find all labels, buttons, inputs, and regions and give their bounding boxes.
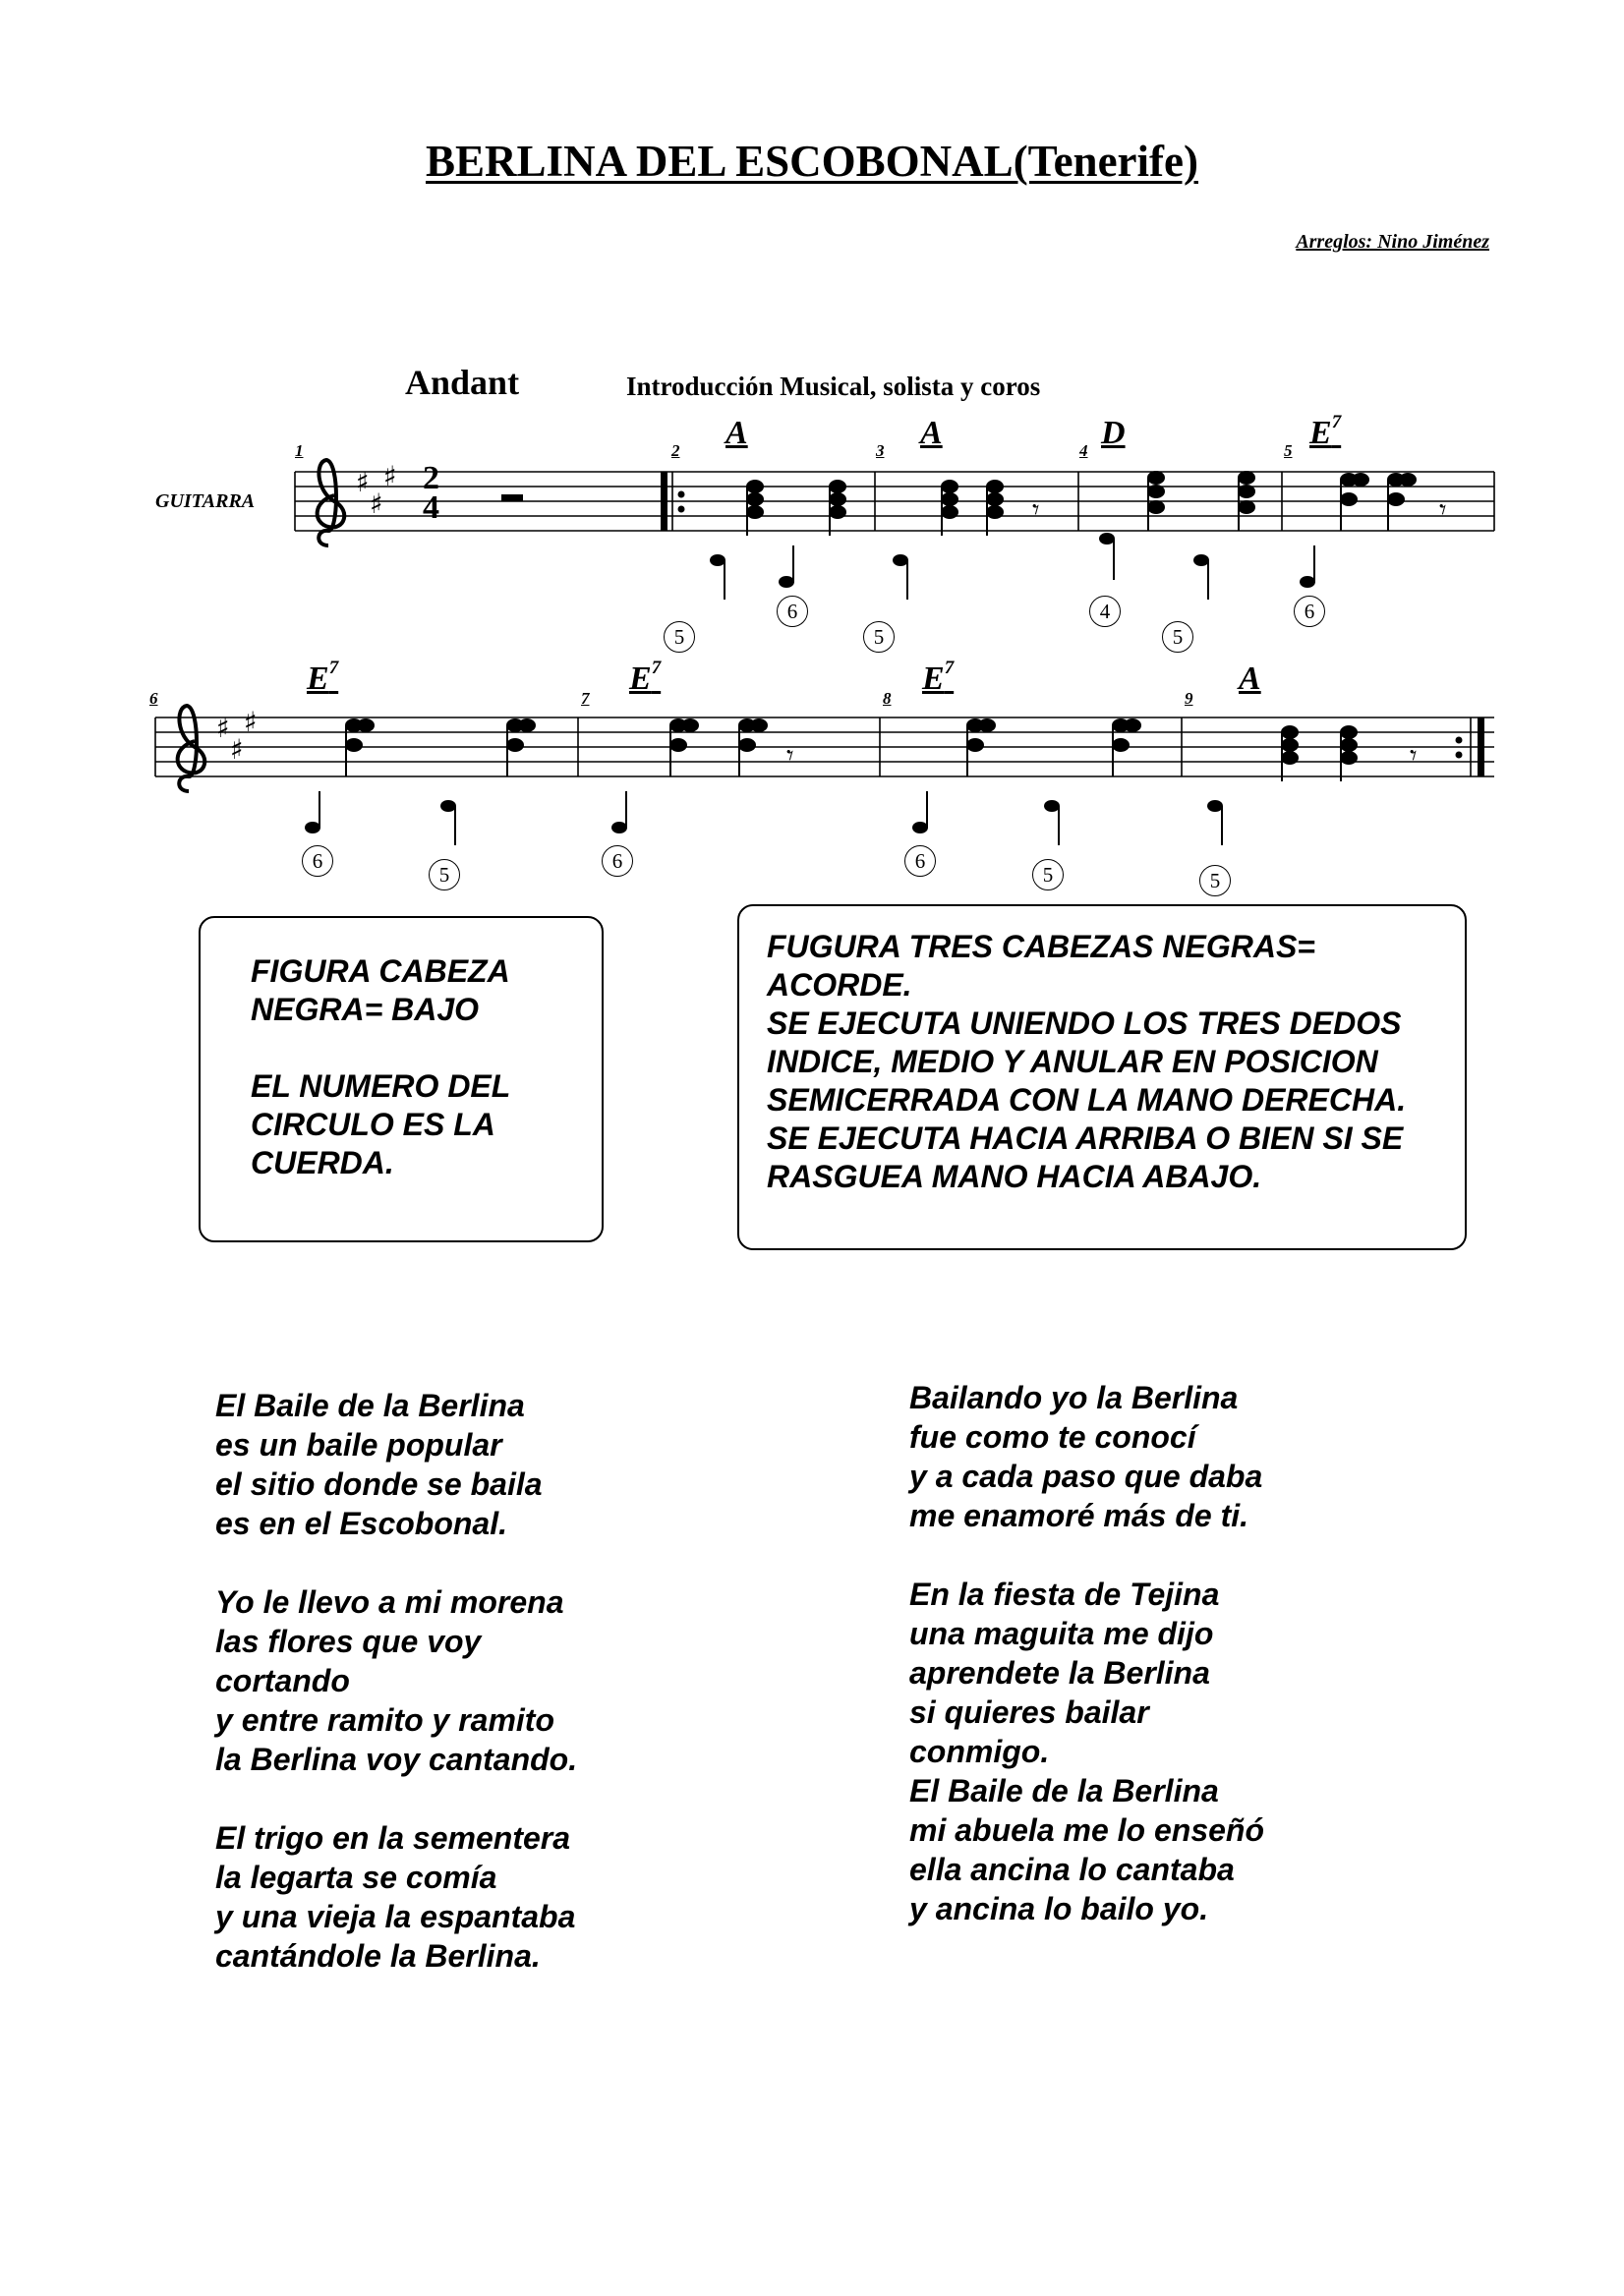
- string-number: 5: [664, 621, 695, 653]
- chord-symbol: D: [1101, 415, 1126, 451]
- instrument-label: GUITARRA: [155, 490, 256, 512]
- lyric-line: y ancina lo bailo yo.: [909, 1891, 1209, 1926]
- measure-number: 2: [671, 441, 680, 460]
- lyric-line: cortando: [215, 1663, 350, 1698]
- lyric-line: fue como te conocí: [909, 1419, 1196, 1455]
- chord-symbol: $E^7$: [307, 658, 339, 697]
- string-number: 4: [1089, 596, 1121, 627]
- measure-number: 3: [876, 441, 885, 460]
- lyric-line: conmigo.: [909, 1734, 1050, 1769]
- measure-number: 4: [1079, 441, 1088, 460]
- stanza: [215, 1818, 577, 1976]
- chord-symbol: A: [725, 415, 748, 451]
- lyric-line: En la fiesta de Tejina: [909, 1577, 1220, 1612]
- legend-line: NEGRA= BAJO: [251, 992, 480, 1027]
- lyric-line: El trigo en la sementera: [215, 1820, 571, 1856]
- legend-spacer: [251, 1029, 582, 1067]
- string-number: 6: [904, 845, 936, 877]
- string-number: 6: [602, 845, 633, 877]
- lyric-line: la legarta se comía: [215, 1860, 497, 1895]
- svg-text:♯: ♯: [383, 460, 397, 492]
- chord-symbol: $E^7$: [1309, 412, 1342, 451]
- time-sig-bottom: 4: [423, 489, 439, 526]
- legend-line: FUGURA TRES CABEZAS NEGRAS=: [767, 929, 1315, 964]
- chord-symbol: A: [920, 415, 943, 451]
- string-number: 6: [777, 596, 808, 627]
- lyric-line: El Baile de la Berlina: [215, 1388, 525, 1423]
- measure-number: 8: [883, 689, 892, 708]
- lyric-line: y entre ramito y ramito: [215, 1702, 554, 1738]
- page-title: BERLINA DEL ESCOBONAL(Tenerife): [426, 137, 1198, 186]
- string-number: 6: [302, 845, 333, 877]
- legend-line: CIRCULO ES LA: [251, 1107, 495, 1142]
- tempo-marking: Andant: [405, 363, 520, 402]
- chord-symbol: $E^7$: [922, 658, 955, 697]
- lyric-line: Bailando yo la Berlina: [909, 1380, 1239, 1415]
- lyrics-column-right: [909, 1378, 1264, 1968]
- legend-line: ACORDE.: [767, 967, 912, 1003]
- lyric-line: aprendete la Berlina: [909, 1655, 1210, 1691]
- legend-line: EL NUMERO DEL: [251, 1068, 511, 1104]
- svg-text:♯: ♯: [356, 466, 370, 498]
- string-number: 6: [1294, 596, 1325, 627]
- string-number: 5: [1199, 865, 1231, 896]
- lyric-line: es en el Escobonal.: [215, 1506, 507, 1541]
- legend-line: CUERDA.: [251, 1145, 394, 1180]
- stanza: [909, 1575, 1264, 1928]
- lyric-line: las flores que voy: [215, 1624, 482, 1659]
- legend-line: SE EJECUTA UNIENDO LOS TRES DEDOS: [767, 1005, 1402, 1041]
- lyric-line: una maguita me dijo: [909, 1616, 1214, 1651]
- time-sig-top: 2: [423, 460, 439, 496]
- lyric-line: y una vieja la espantaba: [215, 1899, 576, 1934]
- legend-line: RASGUEA MANO HACIA ABAJO.: [767, 1159, 1262, 1194]
- lyric-line: la Berlina voy cantando.: [215, 1742, 578, 1777]
- chord-symbol: $E^7$: [629, 658, 662, 697]
- lyric-line: es un baile popular: [215, 1427, 502, 1463]
- legend-line: INDICE, MEDIO Y ANULAR EN POSICION: [767, 1044, 1378, 1079]
- stanza: [215, 1582, 577, 1779]
- svg-text:𝄾: 𝄾: [1410, 739, 1418, 772]
- legend-line: SE EJECUTA HACIA ARRIBA O BIEN SI SE: [767, 1120, 1404, 1156]
- lyric-line: ella ancina lo cantaba: [909, 1852, 1235, 1887]
- lyric-line: me enamoré más de ti.: [909, 1498, 1249, 1533]
- lyric-line: El Baile de la Berlina: [909, 1773, 1219, 1808]
- svg-text:♯: ♯: [370, 488, 383, 520]
- svg-text:𝄾: 𝄾: [786, 739, 794, 772]
- legend-box-chord: [737, 904, 1467, 1250]
- svg-text:♯: ♯: [216, 712, 230, 744]
- measure-number: 7: [581, 689, 590, 708]
- svg-text:♯: ♯: [230, 733, 244, 766]
- measure-number: 9: [1185, 689, 1193, 708]
- intro-text: Introducción Musical, solista y coros: [626, 372, 1041, 401]
- string-number: 5: [863, 621, 895, 653]
- time-signature: [423, 460, 439, 526]
- svg-text:♯: ♯: [244, 706, 258, 738]
- lyric-line: mi abuela me lo enseñó: [909, 1812, 1264, 1848]
- legend-line: SEMICERRADA CON LA MANO DERECHA.: [767, 1082, 1407, 1118]
- lyric-line: Yo le llevo a mi morena: [215, 1584, 564, 1620]
- lyric-line: si quieres bailar: [909, 1694, 1149, 1730]
- music-score: [0, 0, 1624, 904]
- svg-text:𝄾: 𝄾: [1032, 493, 1040, 526]
- measure-number: 5: [1284, 441, 1293, 460]
- measure-number: 1: [295, 441, 304, 460]
- lyric-line: cantándole la Berlina.: [215, 1938, 541, 1974]
- arranger-credit: Arreglos: Nino Jiménez: [1296, 231, 1489, 253]
- lyric-line: el sitio donde se baila: [215, 1466, 543, 1502]
- lyric-line: y a cada paso que daba: [909, 1459, 1263, 1494]
- stanza: [215, 1386, 577, 1543]
- lyrics-column-left: [215, 1386, 577, 2015]
- string-number: 5: [1032, 859, 1064, 890]
- legend-line: FIGURA CABEZA: [251, 953, 510, 989]
- string-number: 5: [1162, 621, 1193, 653]
- svg-text:𝄾: 𝄾: [1439, 493, 1447, 526]
- stanza: [909, 1378, 1264, 1535]
- string-number: 5: [429, 859, 460, 890]
- legend-box-bass: [199, 916, 604, 1242]
- chord-symbol: A: [1239, 660, 1261, 697]
- measure-number: 6: [149, 689, 158, 708]
